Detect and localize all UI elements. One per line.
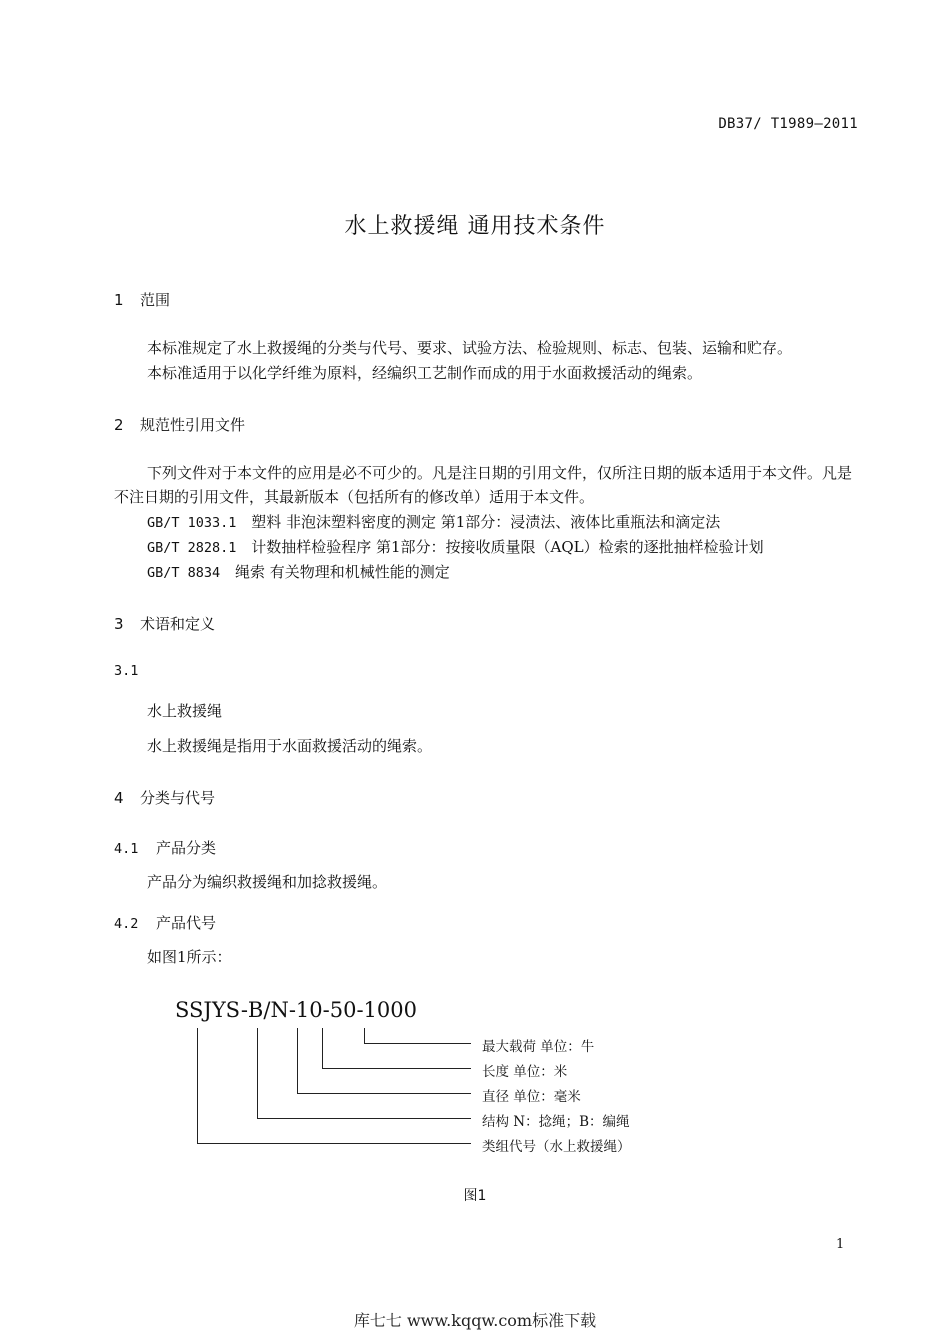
reference-item: [147, 561, 450, 582]
term-definition: 水上救援绳是指用于水面救援活动的绳索。: [147, 737, 433, 755]
leader-vertical: [364, 1028, 365, 1044]
reference-code: GB/T 1033.1: [147, 515, 237, 531]
leader-vertical: [197, 1028, 198, 1144]
subsection-number: 3.1: [114, 663, 139, 679]
section-3-heading: [114, 613, 215, 634]
leader-vertical: [257, 1028, 258, 1119]
reference-title: 计数抽样检验程序 第1部分：按接收质量限（AQL）检索的逐批抽样检验计划: [251, 538, 764, 556]
reference-title: 塑料 非泡沫塑料密度的测定 第1部分：浸渍法、液体比重瓶法和滴定法: [251, 513, 721, 531]
section-title: 范围: [140, 291, 171, 309]
figure-label-length: 长度 单位：米: [482, 1064, 568, 1080]
subsection-4-1-heading: [114, 837, 216, 858]
subsection-number: 4.2: [114, 916, 139, 932]
figure-caption: 图1: [463, 1188, 487, 1204]
paragraph: 如图1所示：: [147, 948, 232, 966]
section-number: 4: [114, 789, 124, 807]
leader-horizontal: [364, 1043, 471, 1044]
term: 水上救援绳: [147, 702, 223, 720]
section-2-heading: [114, 414, 245, 435]
subsection-number: 4.1: [114, 841, 139, 857]
figure-label-max-load: 最大载荷 单位：牛: [482, 1039, 595, 1055]
subsection-title: 产品分类: [156, 839, 217, 857]
leader-horizontal: [297, 1093, 471, 1094]
section-title: 分类与代号: [140, 789, 216, 807]
leader-horizontal: [257, 1118, 471, 1119]
leader-horizontal: [322, 1068, 471, 1069]
reference-code: GB/T 8834: [147, 565, 221, 581]
paragraph: 本标准适用于以化学纤维为原料，经编织工艺制作而成的用于水面救援活动的绳索。: [147, 364, 703, 382]
figure-label-diameter: 直径 单位：毫米: [482, 1089, 581, 1105]
section-1-heading: [114, 289, 170, 310]
section-number: 1: [114, 291, 124, 309]
subsection-title: 产品代号: [156, 914, 217, 932]
leader-vertical: [322, 1028, 323, 1069]
paragraph: 下列文件对于本文件的应用是必不可少的。凡是注日期的引用文件，仅所注日期的版本适用于本文件。凡是不注日期的引用文件，其最新版本（包括所有的修改单）适用于本文件。: [114, 464, 853, 506]
figure-label-structure: 结构 N：捻绳；B：编绳: [482, 1114, 630, 1130]
section-4-heading: [114, 787, 215, 808]
reference-item: [147, 511, 720, 532]
page-number: 1: [836, 1237, 845, 1252]
product-code: SSJYS-B/N-10-50-1000: [175, 998, 417, 1022]
paragraph: 本标准规定了水上救援绳的分类与代号、要求、试验方法、检验规则、标志、包装、运输和贮存。: [147, 339, 793, 357]
footer-watermark: 库七七 www.kqqw.com标准下载: [353, 1311, 597, 1330]
leader-horizontal: [197, 1143, 471, 1144]
section-number: 2: [114, 416, 124, 434]
document-title: 水上救援绳 通用技术条件: [344, 214, 606, 239]
reference-code: GB/T 2828.1: [147, 540, 237, 556]
section-title: 术语和定义: [140, 615, 216, 633]
subsection-4-2-heading: [114, 912, 216, 933]
section-title: 规范性引用文件: [140, 416, 246, 434]
paragraph: 产品分为编织救援绳和加捻救援绳。: [147, 873, 388, 891]
leader-vertical: [297, 1028, 298, 1094]
reference-item: [147, 536, 764, 557]
standard-code: DB37/ T1989—2011: [718, 116, 858, 132]
reference-title: 绳索 有关物理和机械性能的测定: [234, 563, 450, 581]
section-number: 3: [114, 615, 124, 633]
figure-label-category: 类组代号（水上救援绳）: [482, 1139, 631, 1155]
